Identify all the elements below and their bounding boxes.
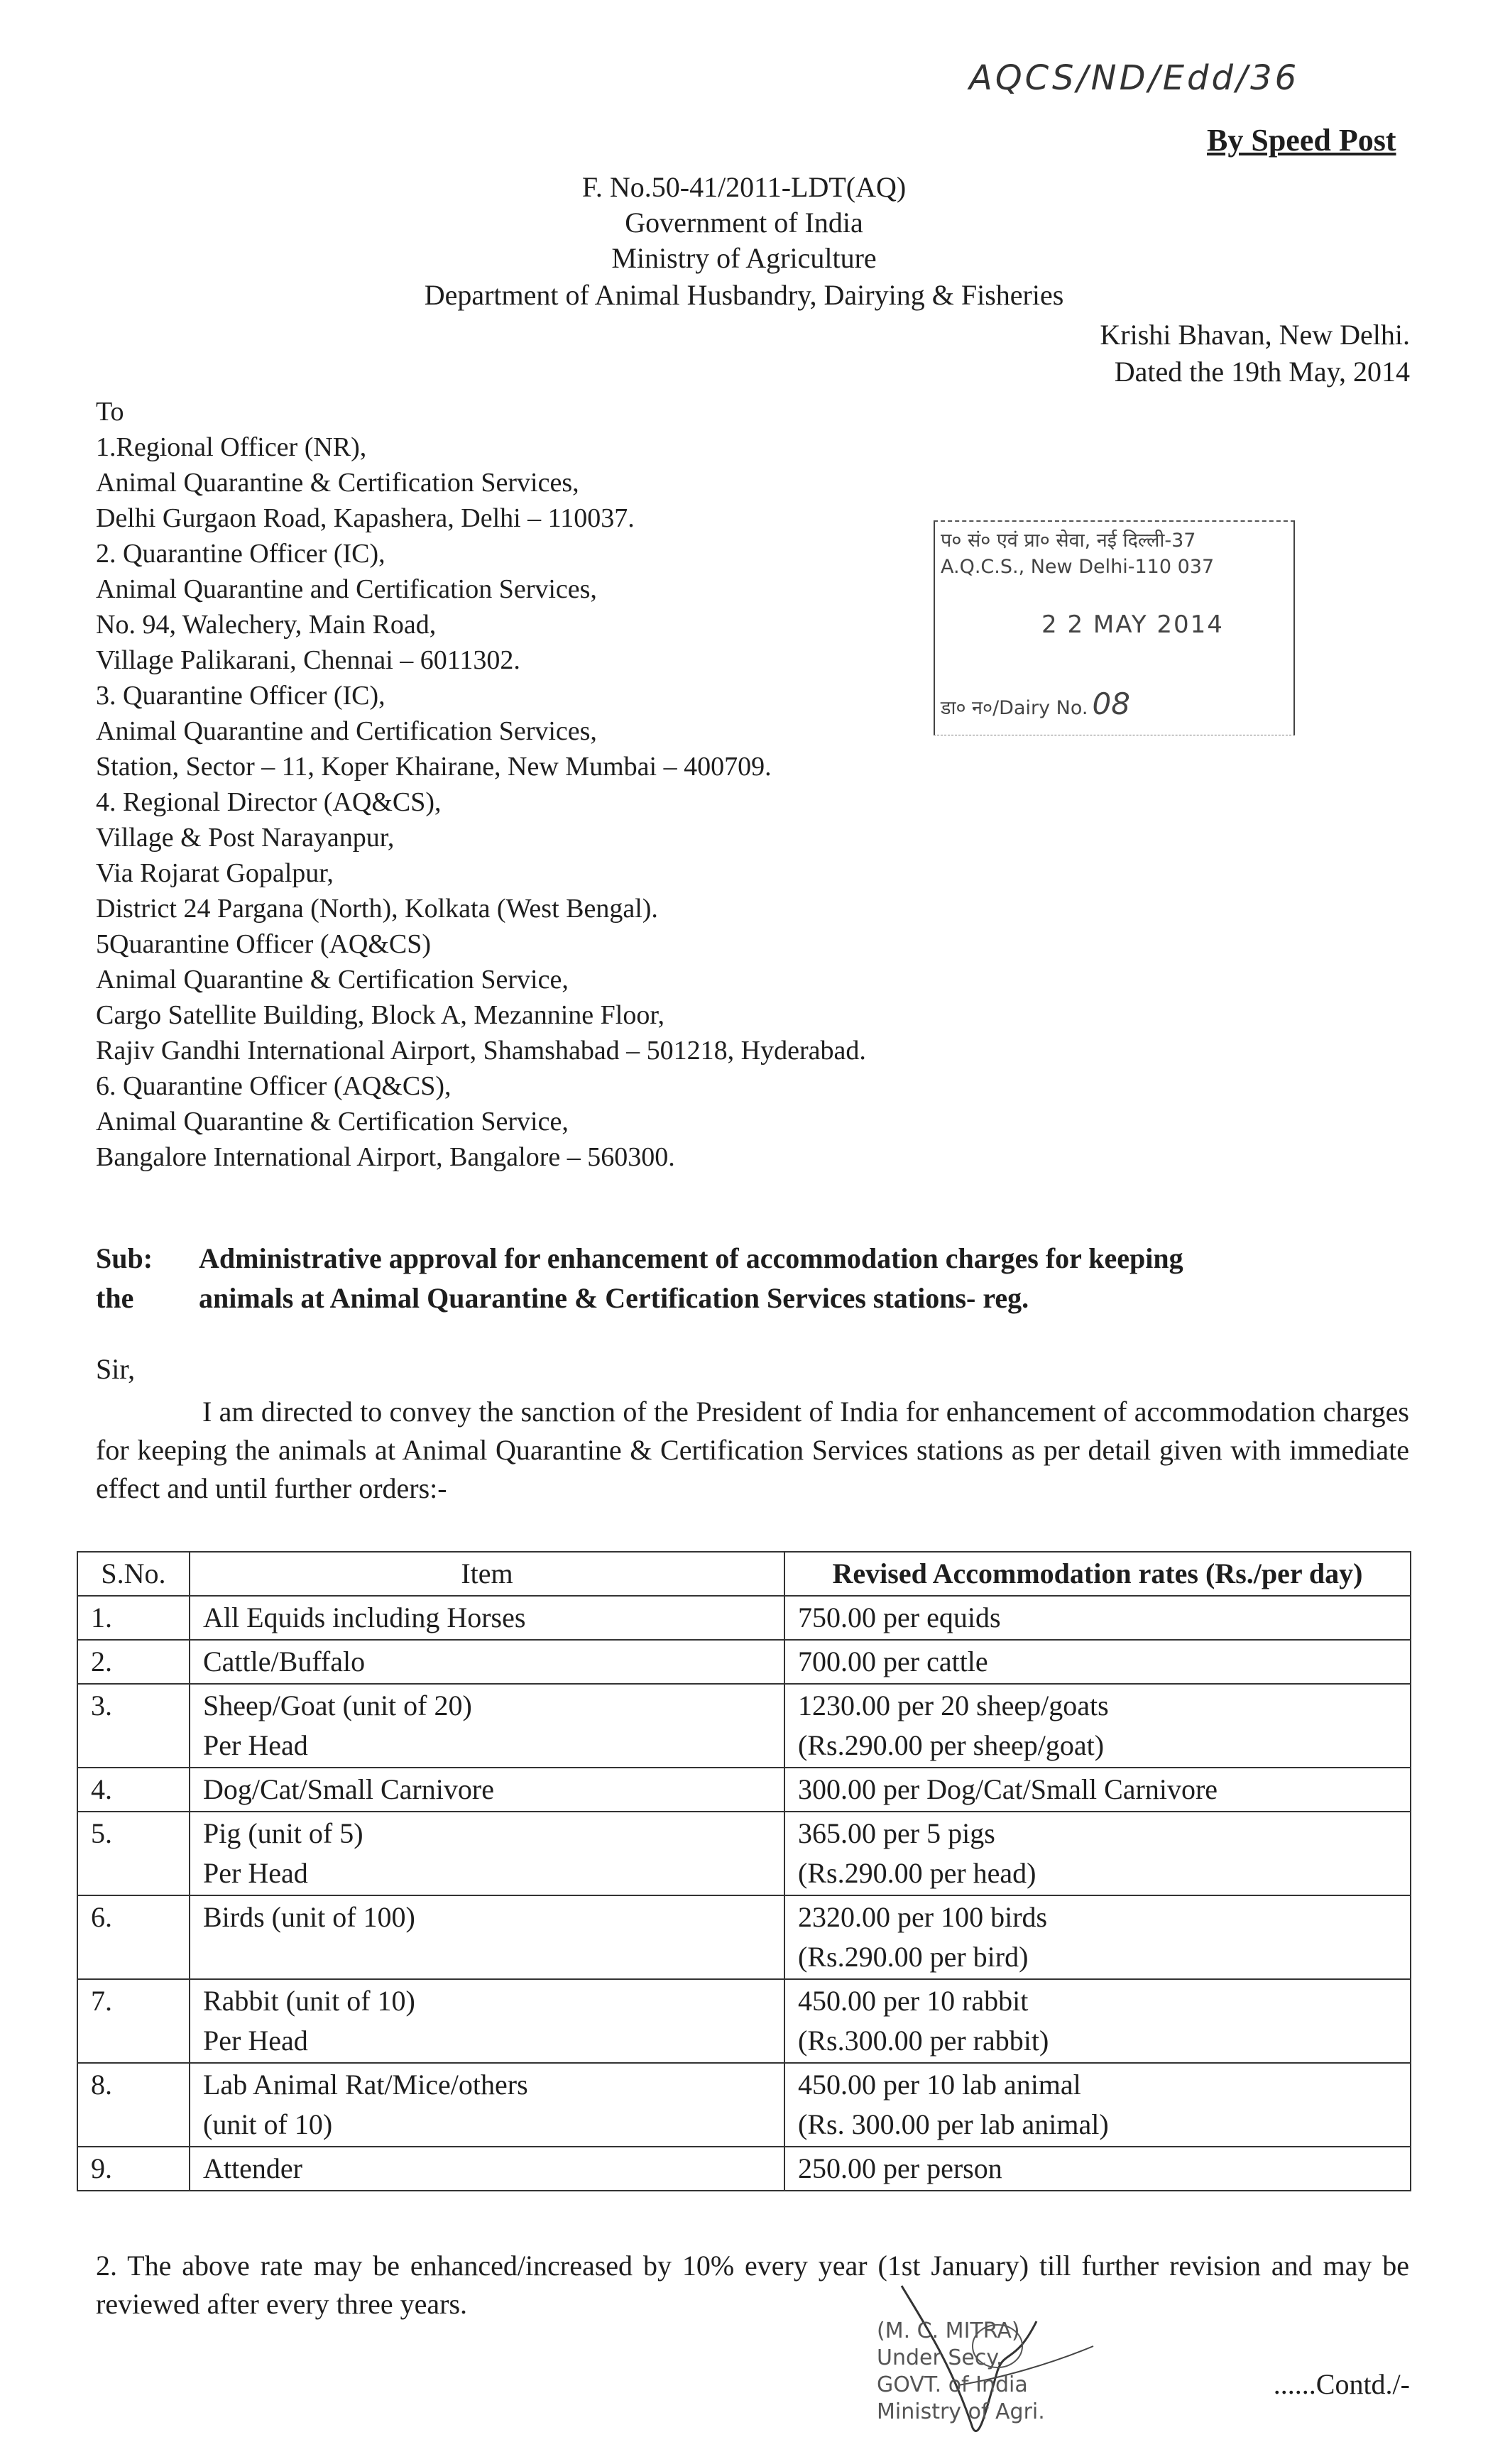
cell-rate: 2320.00 per 100 birds (Rs.290.00 per bird) <box>784 1895 1411 1979</box>
cell-rate: 250.00 per person <box>784 2147 1411 2191</box>
place-line: Krishi Bhavan, New Delhi. <box>1100 319 1410 351</box>
cell-item: Sheep/Goat (unit of 20) Per Head <box>190 1684 784 1768</box>
to-label: To <box>96 397 124 427</box>
signature-block <box>877 2318 1045 2426</box>
cell-sno: 5. <box>77 1812 190 1895</box>
addressee-line: District 24 Pargana (North), Kolkata (West Bengal). <box>96 894 658 924</box>
addressee-line: Animal Quarantine and Certification Services, <box>96 716 597 746</box>
addressee-list <box>96 429 866 1175</box>
addressee-line: 2. Quarantine Officer (IC), <box>96 539 385 569</box>
cell-sno: 4. <box>77 1768 190 1812</box>
cell-item: Birds (unit of 100) <box>190 1895 784 1979</box>
cell-sno: 2. <box>77 1640 190 1684</box>
stamp-diary-number: 08 <box>1092 686 1130 721</box>
addressee-line: Village & Post Narayanpur, <box>96 823 395 853</box>
receipt-stamp <box>934 520 1295 735</box>
cell-sno: 9. <box>77 2147 190 2191</box>
rates-table <box>77 1551 1411 2191</box>
handwritten-reference: AQCS/ND/Edd/36 <box>969 58 1300 98</box>
cell-rate: 450.00 per 10 rabbit (Rs.300.00 per rabbit) <box>784 1979 1411 2063</box>
cell-rate: 1230.00 per 20 sheep/goats (Rs.290.00 per sheep/goat) <box>784 1684 1411 1768</box>
addressee-line: Cargo Satellite Building, Block A, Mezannine Floor, <box>96 1000 664 1030</box>
cell-rate: 450.00 per 10 lab animal (Rs. 300.00 per lab animal) <box>784 2063 1411 2147</box>
table-row <box>77 2063 1411 2147</box>
cell-sno: 6. <box>77 1895 190 1979</box>
addressee-line: Bangalore International Airport, Bangalore – 560300. <box>96 1142 675 1172</box>
continued-label: ......Contd./- <box>1273 2368 1410 2400</box>
table-row <box>77 1812 1411 1895</box>
paragraph-1: I am directed to convey the sanction of the President of India for enhancement of accommodation charges for keeping the animals at Animal Quarantine & Certification Services stations as per detail given with immediate effect and until further orders:- <box>96 1396 1409 1504</box>
stamp-diary <box>941 686 1130 721</box>
subject-label: Sub: the <box>96 1242 153 1314</box>
addressee-line: Animal Quarantine & Certification Service, <box>96 1107 569 1137</box>
table-row <box>77 1596 1411 1640</box>
signature-name: (M. C. MITRA) <box>877 2318 1020 2343</box>
salutation: Sir, <box>96 1353 136 1385</box>
col-header-rates: Revised Accommodation rates (Rs./per day) <box>784 1552 1411 1596</box>
table-header-row <box>77 1552 1411 1596</box>
signature-ministry: Ministry of Agri. <box>877 2399 1045 2424</box>
ministry-line: Ministry of Agriculture <box>611 242 877 274</box>
addressee-line: Village Palikarani, Chennai – 6011302. <box>96 645 520 675</box>
table-row <box>77 1640 1411 1684</box>
speed-post-label: By Speed Post <box>1207 123 1396 158</box>
table-row <box>77 1979 1411 2063</box>
addressee-line: Animal Quarantine and Certification Services, <box>96 574 597 604</box>
addressee-line: 6. Quarantine Officer (AQ&CS), <box>96 1071 452 1101</box>
cell-rate: 750.00 per equids <box>784 1596 1411 1640</box>
addressee-line: Rajiv Gandhi International Airport, Shamshabad – 501218, Hyderabad. <box>96 1036 866 1066</box>
addressee-line: 4. Regional Director (AQ&CS), <box>96 787 442 817</box>
paragraph-2: 2. The above rate may be enhanced/increased by 10% every year (1st January) till further revision and may be reviewed after every three years. <box>96 2250 1409 2320</box>
cell-item: Attender <box>190 2147 784 2191</box>
stamp-office-line: A.Q.C.S., New Delhi-110 037 <box>941 556 1215 578</box>
cell-rate: 700.00 per cattle <box>784 1640 1411 1684</box>
signature-gov: GOVT. of India <box>877 2372 1028 2397</box>
table-row <box>77 1768 1411 1812</box>
stamp-date: 2 2 MAY 2014 <box>1041 610 1224 639</box>
table-row <box>77 2147 1411 2191</box>
cell-item: All Equids including Horses <box>190 1596 784 1640</box>
cell-sno: 1. <box>77 1596 190 1640</box>
addressee-line: 3. Quarantine Officer (IC), <box>96 681 385 711</box>
cell-sno: 8. <box>77 2063 190 2147</box>
stamp-diary-label: डा० न०/Dairy No. <box>941 697 1088 719</box>
addressee-line: Animal Quarantine & Certification Service, <box>96 965 569 995</box>
cell-rate: 365.00 per 5 pigs (Rs.290.00 per head) <box>784 1812 1411 1895</box>
addressee-line: Delhi Gurgaon Road, Kapashera, Delhi – 110037. <box>96 503 635 533</box>
cell-sno: 3. <box>77 1684 190 1768</box>
stamp-hindi-line: प० सं० एवं प्रा० सेवा, नई दिल्ली-37 <box>941 530 1196 552</box>
addressee-line: Animal Quarantine & Certification Services, <box>96 468 579 498</box>
subject-text: Administrative approval for enhancement of accommodation charges for keeping animals at Animal Quarantine & Certification Services stations- reg. <box>199 1242 1183 1314</box>
file-number: F. No.50-41/2011-LDT(AQ) <box>581 171 907 203</box>
addressee-line: 5Quarantine Officer (AQ&CS) <box>96 929 432 959</box>
addressee-line: Via Rojarat Gopalpur, <box>96 858 334 888</box>
department-line: Department of Animal Husbandry, Dairying & Fisheries <box>424 279 1064 311</box>
signature-designation: Under Secy. <box>877 2345 1003 2370</box>
cell-item: Dog/Cat/Small Carnivore <box>190 1768 784 1812</box>
addressee-line: 1.Regional Officer (NR), <box>96 432 367 462</box>
table-row <box>77 1895 1411 1979</box>
cell-sno: 7. <box>77 1979 190 2063</box>
cell-item: Cattle/Buffalo <box>190 1640 784 1684</box>
cell-item: Lab Animal Rat/Mice/others (unit of 10) <box>190 2063 784 2147</box>
table-row <box>77 1684 1411 1768</box>
government-line: Government of India <box>625 207 863 239</box>
cell-rate: 300.00 per Dog/Cat/Small Carnivore <box>784 1768 1411 1812</box>
col-header-sno: S.No. <box>77 1552 190 1596</box>
addressee-line: Station, Sector – 11, Koper Khairane, New Mumbai – 400709. <box>96 752 772 782</box>
addressee-line: No. 94, Walechery, Main Road, <box>96 610 437 640</box>
cell-item: Pig (unit of 5) Per Head <box>190 1812 784 1895</box>
date-line: Dated the 19th May, 2014 <box>1114 356 1410 388</box>
col-header-item: Item <box>190 1552 784 1596</box>
cell-item: Rabbit (unit of 10) Per Head <box>190 1979 784 2063</box>
